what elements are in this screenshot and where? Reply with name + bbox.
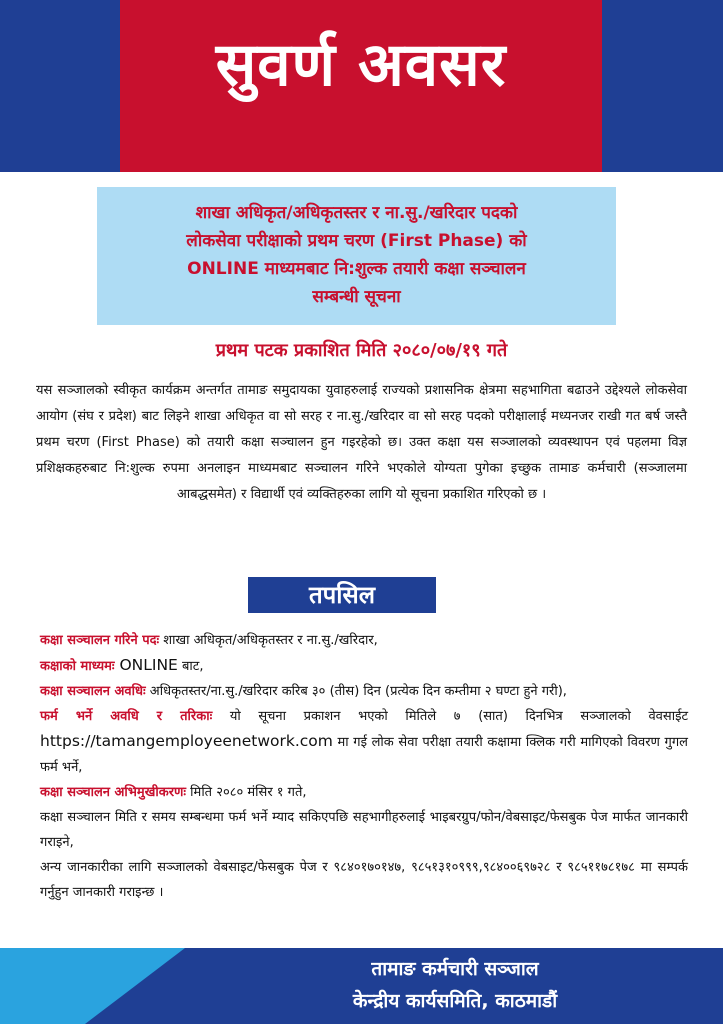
detail-orientation [40, 780, 688, 805]
detail-form-label: फर्म भर्ने अवधि र तरिकाः [40, 709, 213, 724]
detail-medium-value: ONLINE [114, 656, 178, 674]
footer-banner [0, 948, 723, 1024]
detail-orientation-value: मिति २०८० मंसिर १ गते, [186, 785, 307, 800]
details-heading: तपसिल [248, 577, 436, 613]
detail-medium [40, 653, 688, 679]
details-section [40, 628, 688, 905]
header-banner [0, 0, 723, 172]
detail-medium-label: कक्षाको माध्यमः [40, 659, 115, 674]
intro-paragraph: यस सञ्जालको स्वीकृत कार्यक्रम अन्तर्गत तामाङ समुदायका युवाहरुलाई राज्यको प्रशासनिक क्षेत्रमा सहभागिता बढाउने उद्देश्यले लोकसेवा आयोग (संघ र प्रदेश) बाट लिइने शाखा अधिकृत वा सो सरह र ना.सु./खरिदार वा सो सरह पदको परीक्षालाई मध्यनजर राखी गत बर्ष जस्तै प्रथम चरण (First Phase) को तयारी कक्षा सञ्चालन हुन गइरहेको छ। उक्त कक्षा यस सञ्जालको व्यवस्थापन एवं पहलमा विज्ञ प्रशिक्षकहरुबाट नि:शुल्क रुपमा अनलाइन माध्यमबाट सञ्चालन गरिने भएकोले योग्यता पुगेका इच्छुक तामाङ कर्मचारी (सञ्जालमा आबद्धसमेत) र विद्यार्थी एवं व्यक्तिहरुका लागि यो सूचना प्रकाशित गरिएको छ । [36, 383, 687, 502]
notice-line: सम्बन्धी सूचना [312, 287, 401, 307]
detail-form [40, 704, 688, 780]
detail-duration-value: अधिकृतस्तर/ना.सु./खरिदार करिब ३० (तीस) दिन (प्रत्येक दिन कम्तीमा २ घण्टा हुने गरी), [145, 684, 567, 699]
website-link[interactable]: https://tamangemployeenetwork.com [40, 732, 333, 750]
detail-duration-label: कक्षा सञ्चालन अवधिः [40, 684, 146, 699]
notice-line: ONLINE माध्यमबाट नि:शुल्क तयारी कक्षा सञ्चालन [187, 259, 526, 279]
detail-form-value-2: मा गई लोक सेवा परीक्षा तयारी कक्षामा क्लिक गरी मागिएको विवरण गुगल फर्म भर्ने, [40, 735, 688, 775]
detail-post-value: शाखा अधिकृत/अधिकृतस्तर र ना.सु./खरिदार, [159, 633, 378, 648]
detail-orientation-label: कक्षा सञ्चालन अभिमुखीकरणः [40, 785, 187, 800]
detail-post-label: कक्षा सञ्चालन गरिने पदः [40, 633, 160, 648]
detail-duration [40, 679, 688, 704]
notice-line: शाखा अधिकृत/अधिकृतस्तर र ना.सु./खरिदार पदको [195, 203, 518, 223]
detail-form-value-1: यो सूचना प्रकाशन भएको मितिले ७ (सात) दिनभित्र सञ्जालको वेवसाईट [212, 709, 688, 724]
detail-post [40, 628, 688, 653]
footer-org-name: तामाङ कर्मचारी सञ्जाल [371, 958, 539, 980]
detail-info-2: अन्य जानकारीका लागि सञ्जालको वेबसाइट/फेसबुक पेज र ९८४०१७०१४७, ९८५१३१०९९९,९८४००६९७२८ र ९८५११७८१७८ मा सम्पर्क गर्नुहुन जानकारी गराइन्छ । [40, 860, 688, 900]
detail-medium-suffix: बाट, [177, 659, 204, 674]
detail-info-1: कक्षा सञ्चालन मिति र समय सम्बन्धमा फर्म भर्ने म्याद सकिएपछि सहभागीहरुलाई भाइबरग्रुप/फोन/वेबसाइट/फेसबुक पेज मार्फत जानकारी गराइने, [40, 810, 688, 850]
footer-committee: केन्द्रीय कार्यसमिति, काठमाडौं [352, 990, 558, 1012]
notice-line: लोकसेवा परीक्षाको प्रथम चरण (First Phase) को [186, 231, 527, 251]
publication-date: प्रथम पटक प्रकाशित मिति २०८०/०७/१९ गते [215, 340, 508, 361]
notice-box [97, 187, 616, 325]
page-title: सुवर्ण अवसर [215, 30, 507, 100]
